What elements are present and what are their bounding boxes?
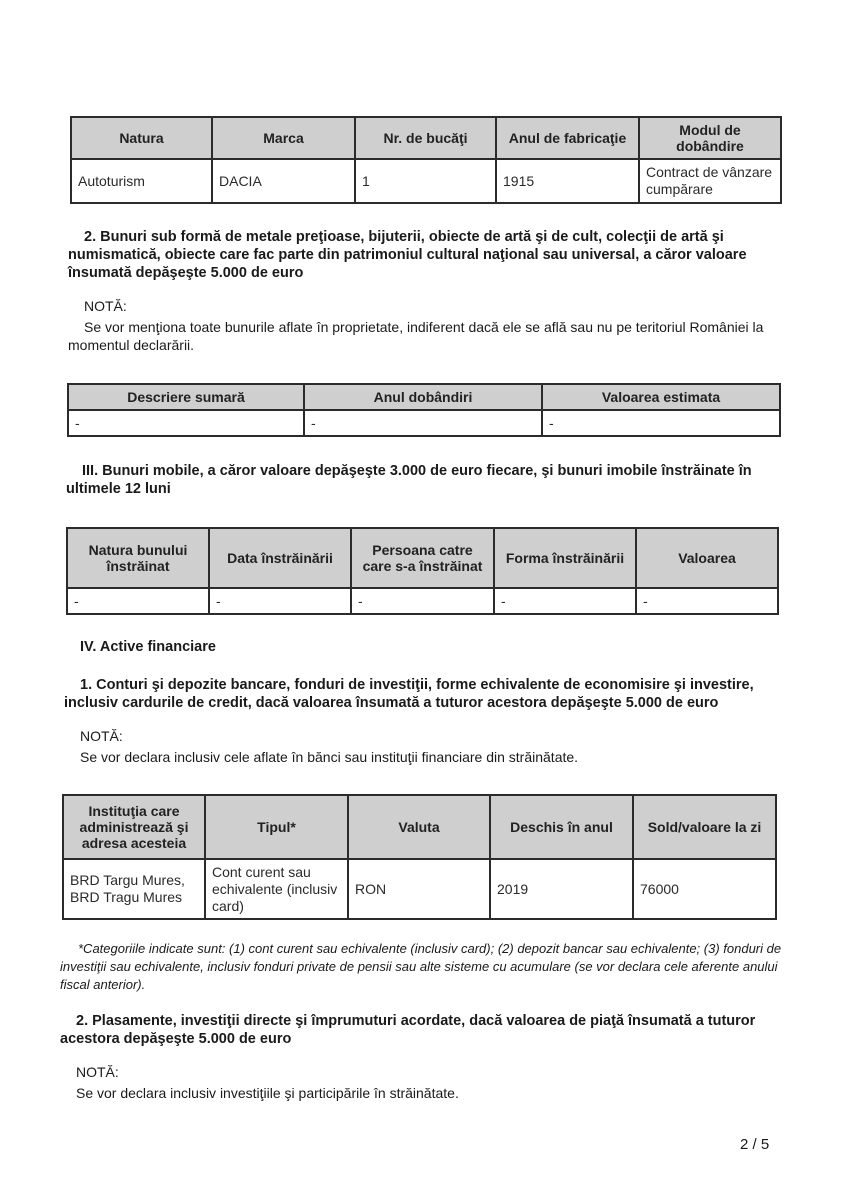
table-cell: RON	[348, 859, 490, 919]
table-cell: 1	[355, 159, 496, 203]
nota-label: NOTĂ:	[76, 1064, 119, 1080]
table-header-row	[63, 795, 776, 859]
section-4-2-heading: 2. Plasamente, investiţii directe şi împrumuturi acordate, dacă valoarea de piaţă însumată a tuturor acestora depăşeşte 5.000 de euro	[60, 1013, 756, 1047]
table-row	[71, 159, 781, 203]
table-header-row	[71, 117, 781, 159]
table-cell: Cont curent sau echivalente (inclusiv card)	[205, 859, 348, 919]
table-cell: BRD Targu Mures, BRD Tragu Mures	[63, 859, 205, 919]
table-cell: -	[494, 588, 636, 614]
column-header: Modul de dobândire	[639, 117, 781, 159]
nota-text: Se vor declara inclusiv investiţiile şi participările în străinătate.	[76, 1085, 459, 1101]
section-4-heading: IV. Active financiare	[80, 639, 216, 655]
table-cell: -	[67, 588, 209, 614]
section-2-heading: 2. Bunuri sub formă de metale preţioase, bijuterii, obiecte de artă şi de cult, colecţii de artă şi numismatică, obiecte care fac parte din patrimoniul cultural naţional sau universal, a căror valoare însumată depăşeşte 5.000 de euro	[68, 229, 747, 281]
column-header: Descriere sumară	[68, 384, 304, 410]
table-cell: -	[636, 588, 778, 614]
nota-label: NOTĂ:	[80, 728, 123, 744]
column-header: Valoarea	[636, 528, 778, 588]
column-header: Deschis în anul	[490, 795, 633, 859]
column-header: Forma înstrăinării	[494, 528, 636, 588]
table-cell: -	[351, 588, 494, 614]
table-cell: 1915	[496, 159, 639, 203]
vehicles-table	[70, 116, 782, 204]
bank-accounts-table	[62, 794, 777, 920]
table-row	[67, 588, 778, 614]
alienated-goods-table	[66, 527, 779, 615]
valuables-table	[67, 383, 781, 437]
nota-label: NOTĂ:	[84, 298, 127, 314]
table-cell: -	[68, 410, 304, 436]
nota-text: Se vor declara inclusiv cele aflate în bănci sau instituţii financiare din străinătate.	[80, 749, 579, 765]
column-header: Natura bunului înstrăinat	[67, 528, 209, 588]
column-header: Persoana catre care s-a înstrăinat	[351, 528, 494, 588]
footnote: *Categoriile indicate sunt: (1) cont curent sau echivalente (inclusiv card); (2) depozit bancar sau echivalente; (3) fonduri de investiţii sau echivalente, inclusiv fonduri private de pensii sau alte sisteme cu acumulare (se vor declara cele aferente anului fiscal anterior).	[60, 941, 782, 992]
section-3-heading: III. Bunuri mobile, a căror valoare depăşeşte 3.000 de euro fiecare, şi bunuri imobile înstrăinate în ultimele 12 luni	[66, 463, 752, 497]
column-header: Anul dobândiri	[304, 384, 542, 410]
table-cell: 2019	[490, 859, 633, 919]
table-header-row	[68, 384, 780, 410]
column-header: Instituţia care administrează şi adresa acesteia	[63, 795, 205, 859]
table-row	[68, 410, 780, 436]
section-4-1-heading: 1. Conturi şi depozite bancare, fonduri de investiţii, forme echivalente de economisire şi investire, inclusiv cardurile de credit, dacă valoarea însumată a tuturor acestora depăşeşte 5.000 de euro	[64, 677, 754, 711]
column-header: Natura	[71, 117, 212, 159]
table-row	[63, 859, 776, 919]
table-cell: -	[542, 410, 780, 436]
table-cell: -	[209, 588, 351, 614]
table-cell: Autoturism	[71, 159, 212, 203]
table-cell: 76000	[633, 859, 776, 919]
column-header: Sold/valoare la zi	[633, 795, 776, 859]
table-header-row	[67, 528, 778, 588]
column-header: Marca	[212, 117, 355, 159]
column-header: Data înstrăinării	[209, 528, 351, 588]
column-header: Nr. de bucăţi	[355, 117, 496, 159]
nota-text: Se vor menţiona toate bunurile aflate în proprietate, indiferent dacă ele se află sau nu pe teritoriul României la momentul declarării.	[68, 319, 764, 353]
page-number: 2 / 5	[740, 1136, 770, 1153]
column-header: Valuta	[348, 795, 490, 859]
column-header: Tipul*	[205, 795, 348, 859]
table-cell: -	[304, 410, 542, 436]
column-header: Anul de fabricaţie	[496, 117, 639, 159]
table-cell: DACIA	[212, 159, 355, 203]
column-header: Valoarea estimata	[542, 384, 780, 410]
table-cell: Contract de vânzare cumpărare	[639, 159, 781, 203]
